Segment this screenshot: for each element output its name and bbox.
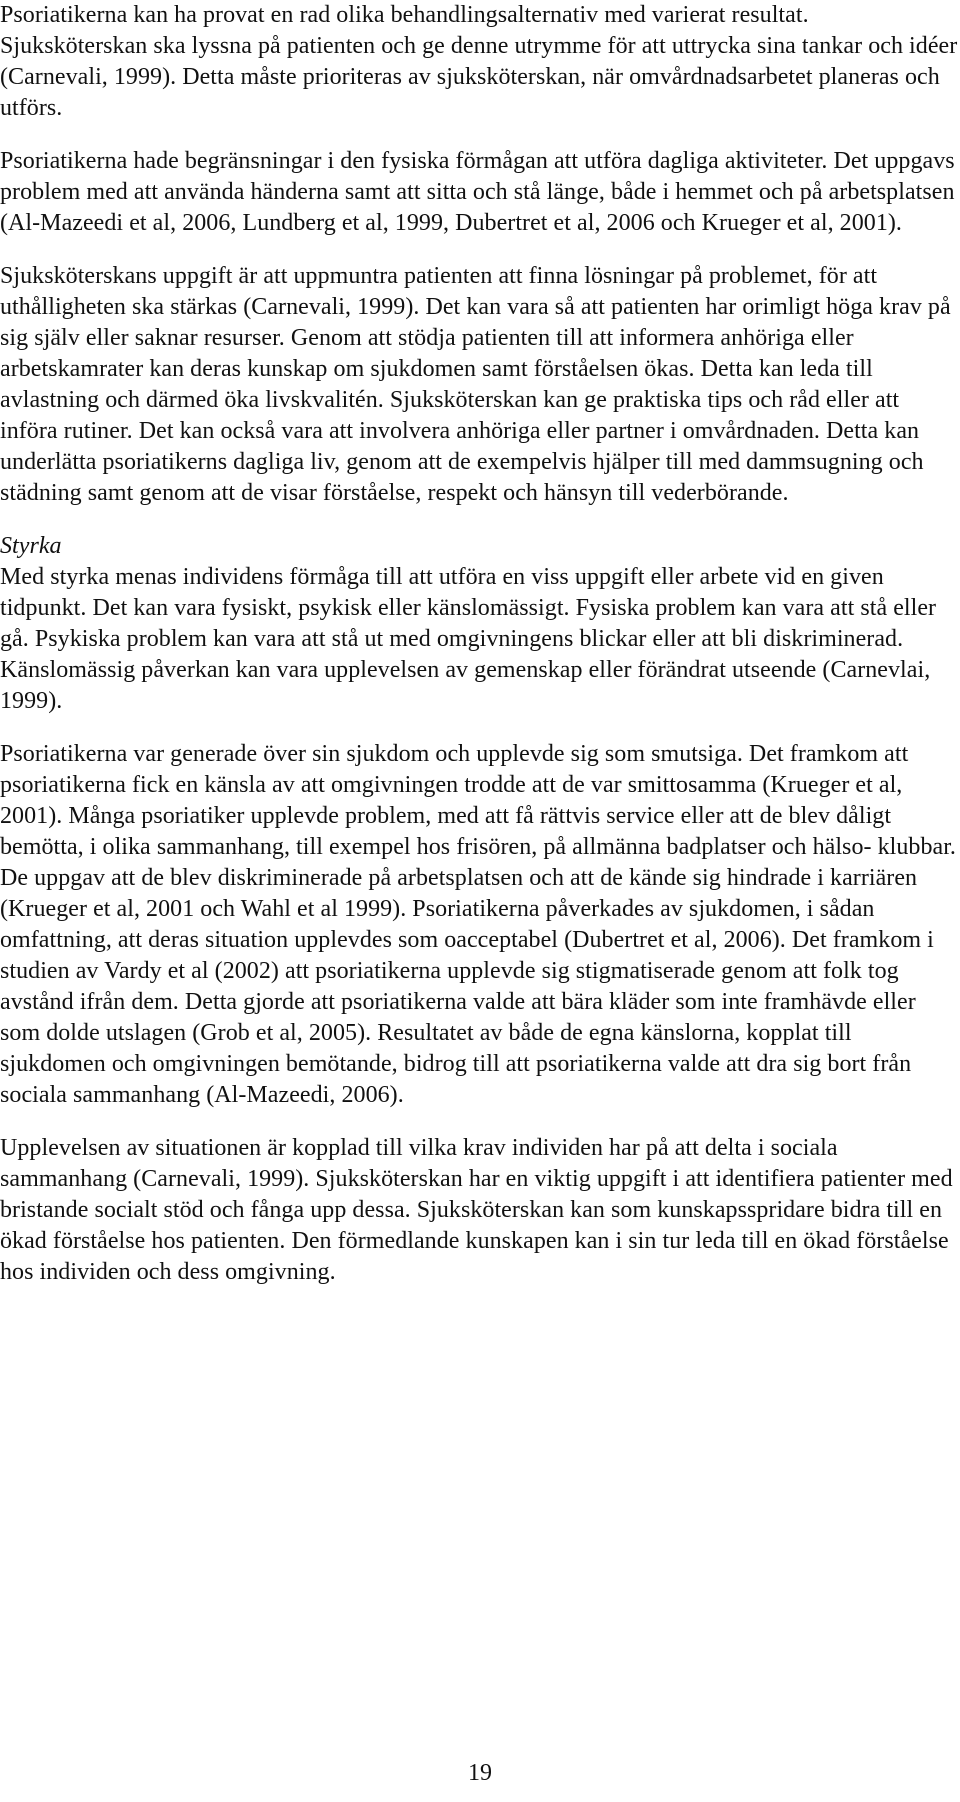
paragraph-5: Psoriatikerna var generade över sin sjukdom och upplevde sig som smutsiga. Det framkom att psoriatikerna fick en känsla av att omgivningen trodde att de var smittosamma (Krueger et al, 2001). Många psoriatiker upplevde problem, med att få rättvis service eller att de blev dåligt bemötta, i olika sammanhang, till exempel hos frisören, på allmänna badplatser och hälso- klubbar. De uppgav att de blev diskriminerade på arbetsplatsen och att de kände sig hindrade i karriären (Krueger et al, 2001 och Wahl et al 1999). Psoriatikerna påverkades av sjukdomen, i sådan omfattning, att deras situation upplevdes som oacceptabel (Dubertret et al, 2006). Det framkom i studien av Vardy et al (2002) att psoriatikerna upplevde sig stigmatiserade genom att folk tog avstånd ifrån dem. Detta gjorde att psoriatikerna valde att bära kläder som inte framhävde eller som dolde utslagen (Grob et al, 2005). Resultatet av både de egna känslorna, kopplat till sjukdomen och omgivningen bemötande, bidrog till att psoriatikerna valde att dra sig bort från sociala sammanhang (Al-Mazeedi, 2006). xyxy=(0,741,956,1108)
section-heading-styrka: Styrka xyxy=(0,533,62,559)
paragraph-2: Psoriatikerna hade begränsningar i den fysiska förmågan att utföra dagliga aktiviteter. Det uppgavs problem med att använda händerna samt att sitta och stå länge, både i hemmet och på arbetsplatsen (Al-Mazeedi et al, 2006, Lundberg et al, 1999, Dubertret et al, 2006 och Krueger et al, 2001). xyxy=(0,148,955,236)
paragraph-4: Med styrka menas individens förmåga till att utföra en viss uppgift eller arbete vid en given tidpunkt. Det kan vara fysiskt, psykisk eller känslomässigt. Fysiska problem kan vara att stå eller gå. Psykiska problem kan vara att stå ut med omgivningens blickar eller att bli diskriminerad. Känslomässig påverkan kan vara upplevelsen av gemenskap eller förändrat utseende (Carnevlai, 1999). xyxy=(0,564,937,714)
section-styrka xyxy=(0,531,960,717)
paragraph-1: Psoriatikerna kan ha provat en rad olika behandlingsalternativ med varierat resultat. Sjuksköterskan ska lyssna på patienten och ge denne utrymme för att uttrycka sina tankar och idéer (Carnevali, 1999). Detta måste prioriteras av sjuksköterskan, när omvårdnadsarbetet planeras och utförs. xyxy=(0,2,958,121)
page-number: 19 xyxy=(468,1760,492,1786)
paragraph-3: Sjuksköterskans uppgift är att uppmuntra patienten att finna lösningar på problemet, för att uthålligheten ska stärkas (Carnevali, 1999). Det kan vara så att patienten har orimligt höga krav på sig själv eller saknar resurser. Genom att stödja patienten till att informera anhöriga eller arbetskamrater kan deras kunskap om sjukdomen samt förståelsen ökas. Detta kan leda till avlastning och därmed öka livskvalitén. Sjuksköterskan kan ge praktiska tips och råd eller att införa rutiner. Det kan också vara att involvera anhöriga eller partner i omvårdnaden. Detta kan underlätta psoriatikerns dagliga liv, genom att de exempelvis hjälper till med dammsugning och städning samt genom att de visar förståelse, respekt och hänsyn till vederbörande. xyxy=(0,263,951,506)
paragraph-6: Upplevelsen av situationen är kopplad till vilka krav individen har på att delta i sociala sammanhang (Carnevali, 1999). Sjuksköterskan har en viktig uppgift i att identifiera patienter med bristande socialt stöd och fånga upp dessa. Sjuksköterskan kan som kunskapsspridare bidra till en ökad förståelse hos patienten. Den förmedlande kunskapen kan i sin tur leda till en ökad förståelse hos individen och dess omgivning. xyxy=(0,1135,953,1285)
